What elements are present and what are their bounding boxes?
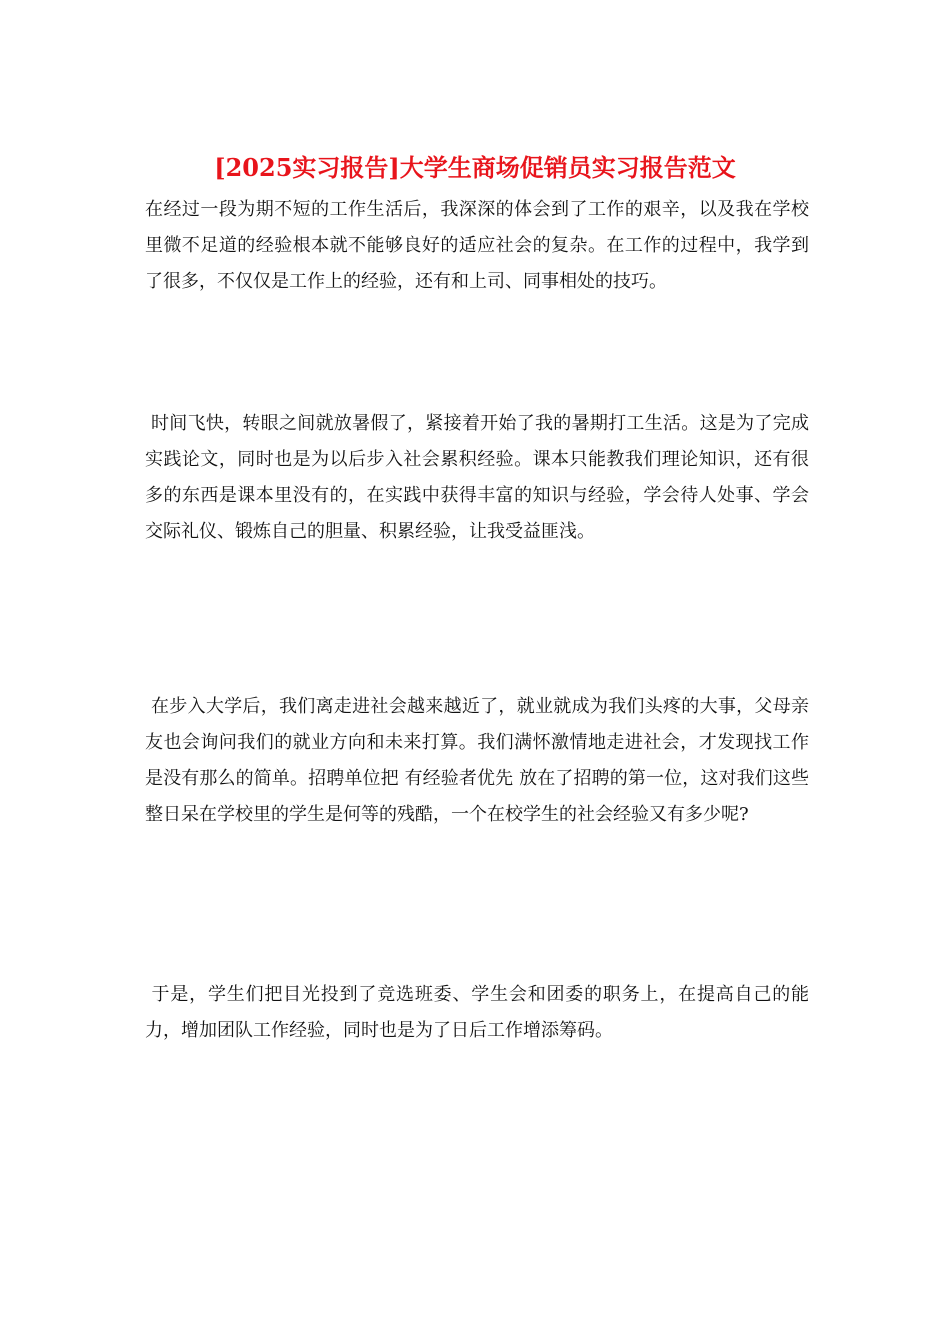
- document-title: [2025实习报告]大学生商场促销员实习报告范文: [214, 153, 736, 182]
- paragraph-2: 时间飞快，转眼之间就放暑假了，紧接着开始了我的暑期打工生活。这是为了完成实践论文，同时也是为以后步入社会累积经验。课本只能教我们理论知识，还有很多的东西是课本里没有的，在实践中获得丰富的知识与经验，学会待人处事、学会交际礼仪、锻炼自己的胆量、积累经验，让我受益匪浅。: [145, 413, 809, 542]
- paragraph-4: 于是，学生们把目光投到了竞选班委、学生会和团委的职务上，在提高自己的能力，增加团队工作经验，同时也是为了日后工作增添筹码。: [145, 984, 809, 1041]
- paragraph-3: 在步入大学后，我们离走进社会越来越近了，就业就成为我们头疼的大事，父母亲友也会询问我们的就业方向和未来打算。我们满怀激情地走进社会，才发现找工作是没有那么的简单。招聘单位把 有经验者优先 放在了招聘的第一位，这对我们这些整日呆在学校里的学生是何等的残酷，一个在校学生的社会经验又有多少呢?: [145, 696, 809, 825]
- paragraph-1: 在经过一段为期不短的工作生活后，我深深的体会到了工作的艰辛，以及我在学校里微不足道的经验根本就不能够良好的适应社会的复杂。在工作的过程中，我学到了很多，不仅仅是工作上的经验，还有和上司、同事相处的技巧。: [145, 199, 809, 292]
